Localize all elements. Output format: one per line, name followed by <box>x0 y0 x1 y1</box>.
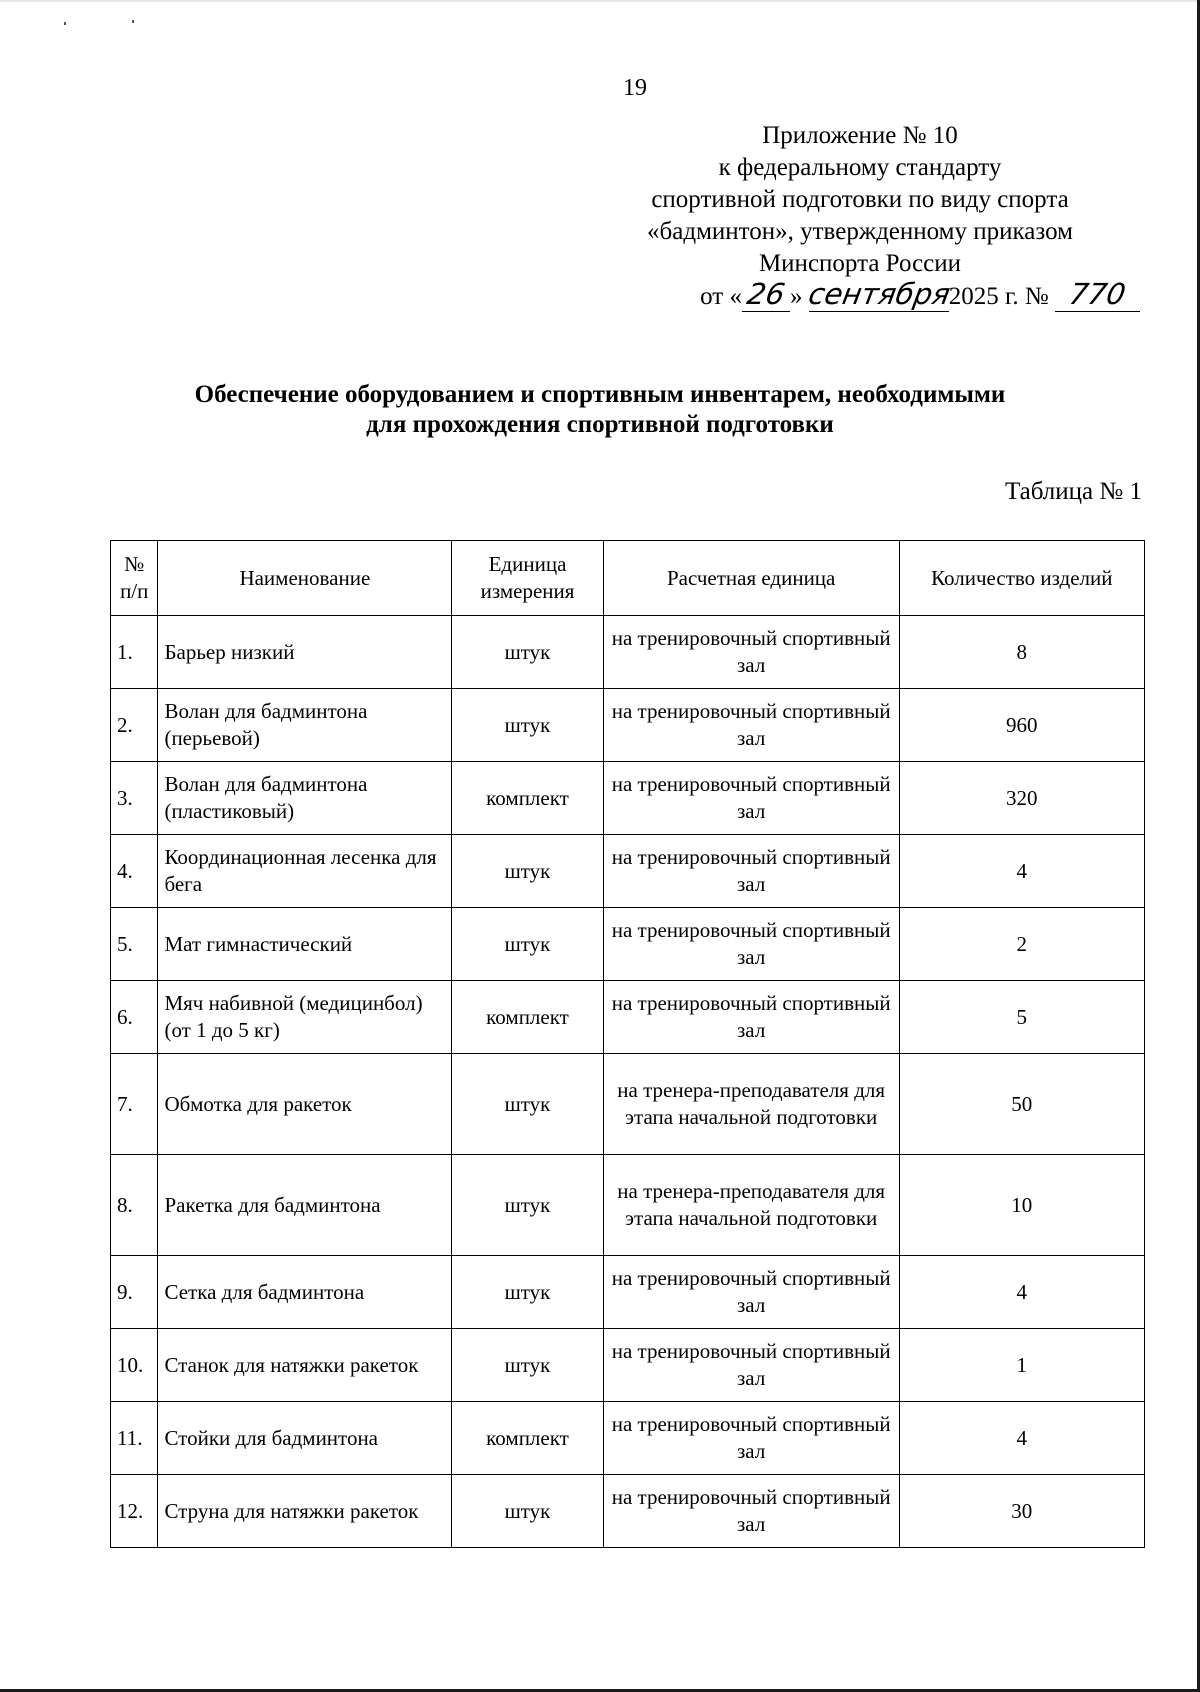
header-basis: Расчетная единица <box>603 541 899 616</box>
cell-unit: штук <box>452 1054 603 1155</box>
cell-name: Барьер низкий <box>158 616 452 689</box>
cell-name: Стойки для бадминтона <box>158 1402 452 1475</box>
cell-basis: на тренера-преподавателя для этапа начальной подготовки <box>603 1054 899 1155</box>
appendix-header <box>580 120 1140 313</box>
table-row <box>111 1256 1145 1329</box>
header-unit: Единица измерения <box>452 541 603 616</box>
cell-basis: на тренировочный спортивный зал <box>603 1329 899 1402</box>
cell-unit: штук <box>452 1256 603 1329</box>
cell-unit: комплект <box>452 762 603 835</box>
order-month-handwritten: сентября <box>805 277 953 311</box>
cell-name: Мяч набивной (медицинбол) (от 1 до 5 кг) <box>158 981 452 1054</box>
cell-unit: штук <box>452 689 603 762</box>
cell-unit: штук <box>452 908 603 981</box>
scan-speck <box>64 22 66 25</box>
cell-num: 3. <box>111 762 158 835</box>
order-reference <box>580 277 1140 313</box>
order-prefix: от « <box>700 283 742 310</box>
cell-unit: штук <box>452 1329 603 1402</box>
cell-num: 7. <box>111 1054 158 1155</box>
page-number: 19 <box>623 75 647 101</box>
cell-unit: штук <box>452 835 603 908</box>
cell-name: Сетка для бадминтона <box>158 1256 452 1329</box>
order-year: 2025 г. № <box>948 283 1049 310</box>
cell-num: 11. <box>111 1402 158 1475</box>
appendix-line: спортивной подготовки по виду спорта <box>651 186 1069 213</box>
cell-qty: 320 <box>899 762 1144 835</box>
appendix-line: «бадминтон», утвержденному приказом <box>647 218 1073 245</box>
cell-unit: штук <box>452 1475 603 1548</box>
cell-num: 10. <box>111 1329 158 1402</box>
cell-qty: 5 <box>899 981 1144 1054</box>
cell-num: 12. <box>111 1475 158 1548</box>
appendix-line: к федеральному стандарту <box>718 154 1002 181</box>
table-row <box>111 908 1145 981</box>
table-row <box>111 689 1145 762</box>
cell-qty: 4 <box>899 1402 1144 1475</box>
table-row <box>111 1402 1145 1475</box>
cell-unit: комплект <box>452 1402 603 1475</box>
cell-basis: на тренировочный спортивный зал <box>603 1402 899 1475</box>
table-header-row <box>111 541 1145 616</box>
table-row <box>111 981 1145 1054</box>
table-body <box>111 616 1145 1548</box>
cell-num: 6. <box>111 981 158 1054</box>
appendix-line: Приложение № 10 <box>762 122 958 149</box>
cell-num: 4. <box>111 835 158 908</box>
cell-basis: на тренировочный спортивный зал <box>603 835 899 908</box>
cell-qty: 960 <box>899 689 1144 762</box>
table-row <box>111 1054 1145 1155</box>
table-row <box>111 835 1145 908</box>
cell-name: Волан для бадминтона (перьевой) <box>158 689 452 762</box>
cell-basis: на тренера-преподавателя для этапа начальной подготовки <box>603 1155 899 1256</box>
table-caption: Таблица № 1 <box>1004 478 1142 505</box>
cell-qty: 30 <box>899 1475 1144 1548</box>
cell-basis: на тренировочный спортивный зал <box>603 1256 899 1329</box>
cell-qty: 10 <box>899 1155 1144 1256</box>
cell-basis: на тренировочный спортивный зал <box>603 908 899 981</box>
document-title <box>0 380 1200 440</box>
cell-name: Координационная лесенка для бега <box>158 835 452 908</box>
order-day-handwritten: 26 <box>744 277 788 311</box>
cell-basis: на тренировочный спортивный зал <box>603 689 899 762</box>
cell-basis: на тренировочный спортивный зал <box>603 762 899 835</box>
table-row <box>111 616 1145 689</box>
cell-basis: на тренировочный спортивный зал <box>603 981 899 1054</box>
document-title-line: для прохождения спортивной подготовки <box>366 411 834 438</box>
cell-qty: 2 <box>899 908 1144 981</box>
cell-name: Мат гимнастический <box>158 908 452 981</box>
scan-edge-top <box>0 0 1200 2</box>
document-title-line: Обеспечение оборудованием и спортивным инвентарем, необходимыми <box>194 381 1006 408</box>
cell-qty: 4 <box>899 835 1144 908</box>
cell-name: Струна для натяжки ракеток <box>158 1475 452 1548</box>
cell-name: Волан для бадминтона (пластиковый) <box>158 762 452 835</box>
cell-name: Ракетка для бадминтона <box>158 1155 452 1256</box>
table-row <box>111 1155 1145 1256</box>
cell-num: 5. <box>111 908 158 981</box>
cell-qty: 8 <box>899 616 1144 689</box>
cell-qty: 4 <box>899 1256 1144 1329</box>
order-number-handwritten: 770 <box>1066 277 1129 311</box>
scan-speck <box>132 20 134 23</box>
appendix-line: Минспорта России <box>758 250 962 277</box>
cell-unit: комплект <box>452 981 603 1054</box>
cell-qty: 1 <box>899 1329 1144 1402</box>
cell-num: 2. <box>111 689 158 762</box>
equipment-table <box>110 540 1145 1548</box>
header-name: Наименование <box>158 541 452 616</box>
cell-name: Обмотка для ракеток <box>158 1054 452 1155</box>
table-row <box>111 762 1145 835</box>
table-row <box>111 1329 1145 1402</box>
cell-num: 8. <box>111 1155 158 1256</box>
cell-basis: на тренировочный спортивный зал <box>603 1475 899 1548</box>
cell-num: 1. <box>111 616 158 689</box>
cell-name: Станок для натяжки ракеток <box>158 1329 452 1402</box>
order-mid: » <box>789 283 803 310</box>
cell-qty: 50 <box>899 1054 1144 1155</box>
header-quantity: Количество изделий <box>899 541 1144 616</box>
cell-basis: на тренировочный спортивный зал <box>603 616 899 689</box>
cell-unit: штук <box>452 616 603 689</box>
cell-unit: штук <box>452 1155 603 1256</box>
table-row <box>111 1475 1145 1548</box>
cell-num: 9. <box>111 1256 158 1329</box>
header-num: № п/п <box>111 541 158 616</box>
